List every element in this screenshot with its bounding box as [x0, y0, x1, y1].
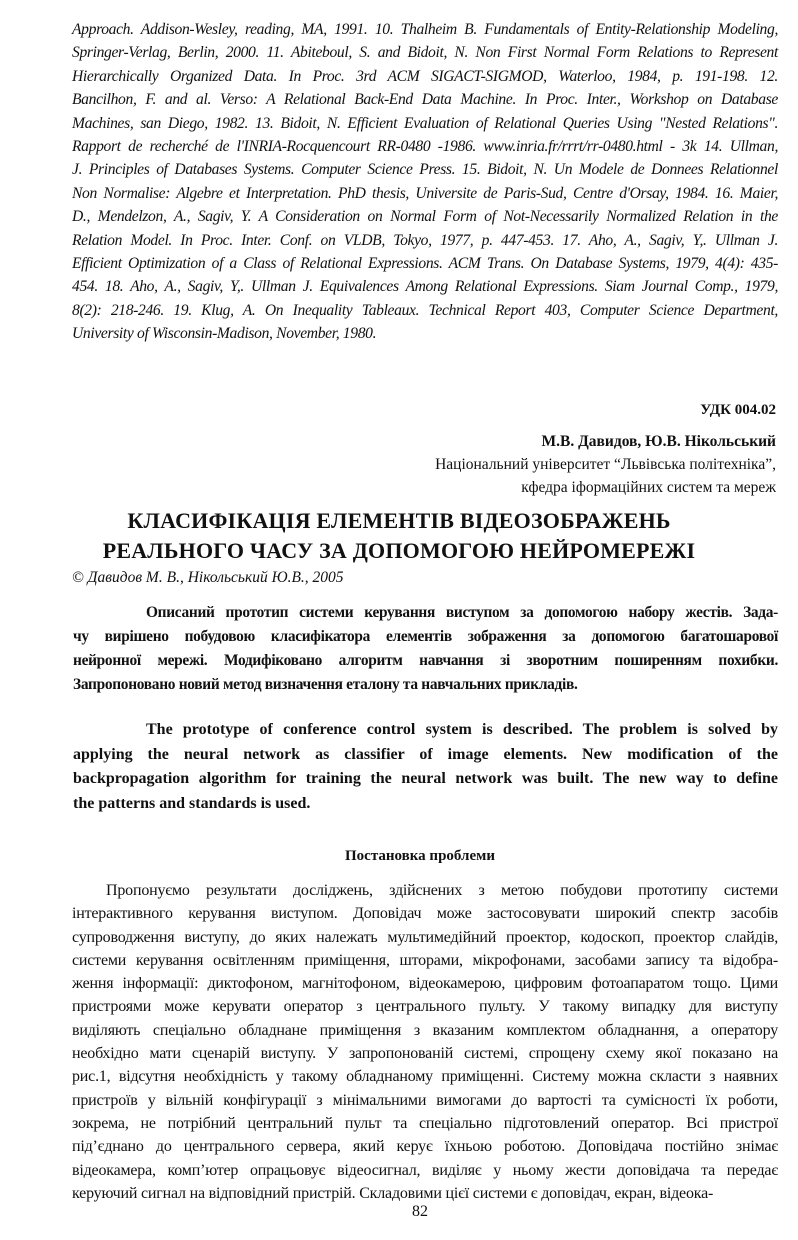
text-line: системи керування освітленням приміщення, шторами, мікрофонами, засобами запису та відобра- [72, 951, 778, 969]
abstract-english [73, 718, 778, 816]
text-line: пристроїв у вільній конфігурації з мінімальними вимогами до вартості та сумісності їх роботи, [72, 1091, 778, 1109]
text-line: Пропонуємо результати досліджень, здійснених з метою побудови прототипу системи [106, 882, 778, 899]
title-line: РЕАЛЬНОГО ЧАСУ ЗА ДОПОМОГОЮ НЕЙРОМЕРЕЖІ [102, 538, 696, 563]
text-line: Rapport de recherché de l'INRIA-Rocquencourt RR-0480 -1986. www.inria.fr/rrrt/rr-0480.html - 3k 14. Ullman, [72, 138, 778, 156]
text-line: Hierarchically Organized Data. In Proc. 3rd ACM SIGACT-SIGMOD, Waterloo, 1984, p. 191-198. 12. [72, 67, 778, 85]
abstract-ukrainian [73, 601, 778, 697]
article-title [0, 506, 798, 566]
text-line: Bancilhon, F. and al. Verso: A Relational Back-End Data Machine. In Proc. Inter., Workshop on Database [72, 91, 778, 109]
affiliation-department: кфедра іформаційних систем та мереж [521, 479, 776, 496]
text-line: виділяють спеціально обладнане приміщення з вказаним комплектом обладнання, а оператору [72, 1021, 778, 1039]
text-line: ження інформації: диктофоном, магнітофоном, відеокамерою, цифровим фотоапаратом тощо. Цими [72, 975, 778, 993]
text-line: інтерактивного керування виступом. Доповідач може застосовувати широкий спектр засобів [72, 905, 778, 923]
body-text [72, 879, 778, 1205]
copyright-notice: © Давидов М. В., Нікольський Ю.В., 2005 [72, 569, 344, 586]
text-line: University of Wisconsin-Madison, November, 1980. [72, 325, 377, 343]
references-continued [72, 18, 778, 346]
text-line: The prototype of conference control system is described. The problem is solved by [146, 721, 778, 738]
text-line: супроводження виступу, до яких належать мультимедійний проектор, кодоскоп, проектор слайдів, [72, 928, 778, 946]
affiliation-university: Національний університет “Львівська політехніка”, [435, 456, 776, 473]
text-line: Non Normalise: Algebre et Interpretation. PhD thesis, Universite de Paris-Sud, Centre d'Orsay, 1984. 16. Maier, [72, 184, 778, 202]
text-line: backpropagation algorithm for training the neural network was built. The new way to define [73, 770, 778, 787]
text-line: Machines, san Diego, 1982. 13. Bidoit, N. Efficient Evaluation of Relational Queries Using "Nested Relations". [72, 114, 778, 132]
author-block [435, 430, 776, 499]
text-line: Relation Model. In Proc. Inter. Conf. on VLDB, Tokyo, 1977, p. 447-453. 17. Aho, A., Sagiv, Y,. Ullman J. [72, 231, 778, 249]
text-line: J. Principles of Databases Systems. Computer Science Press. 15. Bidoit, N. Un Modele de Donnees Relationnel [72, 161, 778, 179]
text-line: зокрема, не потрібний центральний пульт та спеціально підготовлений оператор. Всі пристрої [72, 1114, 778, 1132]
section-heading: Постановка проблеми [345, 848, 495, 864]
author-names: М.В. Давидов, Ю.В. Нікольський [541, 433, 776, 450]
text-line: відеокамера, комп’ютер опрацьовує відеосигнал, виділяє у ньому жести доповідача та передає [72, 1161, 778, 1179]
page-number: 82 [412, 1203, 428, 1220]
text-line: D., Mendelzon, A., Sagiv, Y. A Consideration on Normal Form of Not-Necessarily Normalized Relation in the [72, 208, 778, 226]
text-line: під’єднано до центрального сервера, який керує їхньою роботою. Доповідача постійно знімає [72, 1138, 778, 1156]
text-line: Approach. Addison-Wesley, reading, MA, 1991. 10. Thalheim B. Fundamentals of Entity-Relationship Modeling, [72, 21, 778, 38]
text-line: керуючий сигнал на відповідний пристрій. Складовими цієї системи є доповідач, екран, відеока- [72, 1184, 714, 1202]
text-line: Springer-Verlag, Berlin, 2000. 11. Abiteboul, S. and Bidoit, N. Non First Normal Form Relations to Represent [72, 44, 778, 62]
text-line: 454. 18. Aho, A., Sagiv, Y,. Ullman J. Equivalences Among Relational Expressions. Siam Journal Comp., 1979, [72, 278, 778, 296]
text-line: необхідно мати сценарій виступу. У запропонованій системі, спрощену схему якої показано на [72, 1045, 778, 1063]
text-line: 8(2): 218-246. 19. Klug, A. On Inequality Tableaux. Technical Report 403, Computer Science Department, [72, 301, 778, 319]
text-line: чу вирішено побудовою класифікатора елементів зображення за допомогою багатошарової [73, 628, 778, 645]
text-line: пристроями може керувати оператор з центрального пульту. У такому випадку для виступу [72, 998, 778, 1016]
title-line: КЛАСИФІКАЦІЯ ЕЛЕМЕНТІВ ВІДЕОЗОБРАЖЕНЬ [127, 508, 671, 533]
text-line: нейронної мережі. Модифіковано алгоритм навчання зі зворотним поширенням похибки. [73, 652, 778, 669]
udc-code: УДК 004.02 [700, 402, 776, 418]
text-line: Запропоновано новий метод визначення еталону та навчальних прикладів. [73, 676, 578, 693]
text-line: Efficient Optimization of a Class of Relational Expressions. ACM Trans. On Database Systems, 1979, 4(4): 435- [72, 255, 778, 273]
text-line: Описаний прототип системи керування виступом за допомогою набору жестів. Зада- [146, 604, 778, 621]
text-line: рис.1, відсутня необхідність у такому обладнаному приміщенні. Систему можна скласти з наявних [72, 1068, 778, 1086]
text-line: the patterns and standards is used. [73, 794, 311, 812]
text-line: applying the neural network as classifier of image elements. New modification of the [73, 745, 778, 763]
